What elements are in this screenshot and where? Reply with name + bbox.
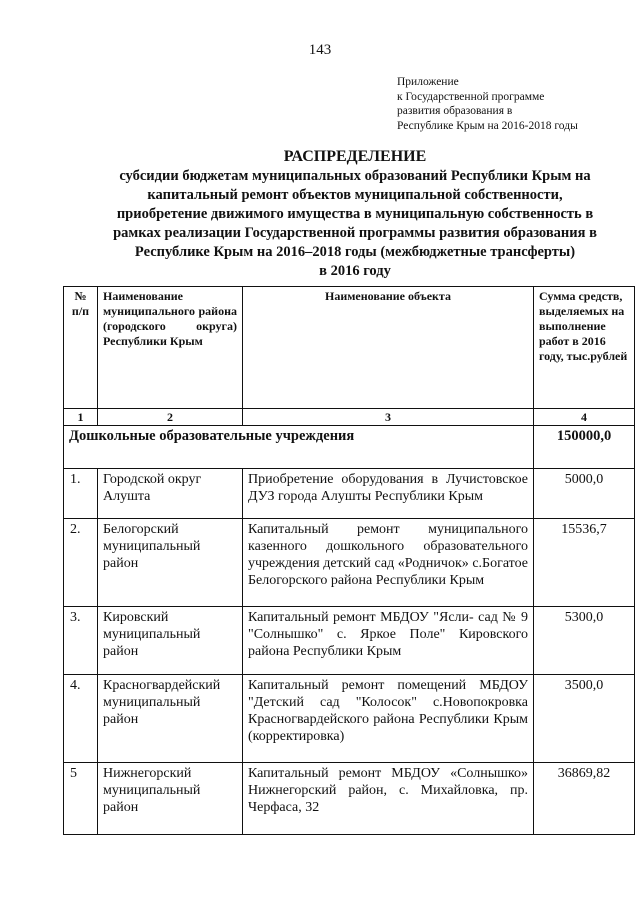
row-object: Капитальный ремонт муниципального казенного дошкольного образовательного учреждения детский сад «Родничок» с.Богатое Белогорского района Республики Крым: [243, 519, 534, 607]
header-object: Наименование объекта: [243, 287, 534, 409]
appendix-line: Приложение: [397, 76, 459, 88]
section-total: 150000,0: [534, 426, 635, 469]
subtitle-line: субсидии бюджетам муниципальных образований Республики Крым на: [119, 168, 591, 184]
subtitle-line: рамках реализации Государственной программы развития образования в: [113, 225, 597, 241]
table-row: [64, 607, 635, 675]
row-object: Капитальный ремонт МБДОУ "Ясли- сад № 9 "Солнышко" с. Яркое Поле" Кировского района Республики Крым: [243, 607, 534, 675]
row-number: 3.: [64, 607, 98, 675]
row-sum: 3500,0: [534, 675, 635, 763]
subtitle-line: приобретение движимого имущества в муниципальную собственность в: [116, 206, 594, 222]
row-number: 4.: [64, 675, 98, 763]
column-numbers-row: [64, 409, 635, 426]
row-number: 5: [64, 763, 98, 835]
row-district: Нижнегорский муниципальный район: [98, 763, 243, 835]
column-number: 2: [98, 409, 243, 426]
column-number: 1: [64, 409, 98, 426]
row-sum: 5000,0: [534, 469, 635, 519]
header-sum: Сумма средств, выделяемых на выполнение работ в 2016 году, тыс.рублей: [534, 287, 635, 409]
row-district: Красногвардейский муниципальный район: [98, 675, 243, 763]
row-sum: 36869,82: [534, 763, 635, 835]
row-number: 1.: [64, 469, 98, 519]
column-number: 3: [243, 409, 534, 426]
appendix-line: Республике Крым на 2016-2018 годы: [397, 119, 578, 132]
table-header-row: [64, 287, 635, 409]
header-num: № п/п: [64, 287, 98, 409]
appendix-line: к Государственной программе: [397, 90, 545, 103]
table-row: [64, 519, 635, 607]
document-heading: РАСПРЕДЕЛЕНИЕ: [283, 148, 427, 165]
table-row: [64, 675, 635, 763]
appendix-note: [397, 75, 578, 133]
row-object: Капитальный ремонт помещений МБДОУ "Детский сад "Колосок" с.Новопокровка Красногвардейского района Республики Крым (корректировка): [243, 675, 534, 763]
appendix-line: развития образования в: [397, 105, 513, 117]
row-sum: 15536,7: [534, 519, 635, 607]
page-number: 143: [308, 42, 332, 58]
section-row: [64, 426, 635, 469]
row-district: Кировский муниципальный район: [98, 607, 243, 675]
distribution-table: [63, 286, 635, 835]
section-label: Дошкольные образовательные учреждения: [64, 426, 534, 469]
subtitle-line: в 2016 году: [319, 263, 391, 279]
row-object: Капитальный ремонт МБДОУ «Солнышко» Нижнегорский район, с. Михайловка, пр. Черфаса, 32: [243, 763, 534, 835]
row-district: Белогорский муниципальный район: [98, 519, 243, 607]
subtitle-line: Республике Крым на 2016–2018 годы (межбюджетные трансферты): [134, 244, 576, 260]
column-number: 4: [534, 409, 635, 426]
row-object: Приобретение оборудования в Лучистовское ДУЗ города Алушты Республики Крым: [243, 469, 534, 519]
row-sum: 5300,0: [534, 607, 635, 675]
subtitle-line: капитальный ремонт объектов муниципальной собственности,: [147, 187, 563, 203]
row-number: 2.: [64, 519, 98, 607]
table-row: [64, 469, 635, 519]
table-row: [64, 763, 635, 835]
document-subtitle: [80, 167, 630, 281]
row-district: Городской округ Алушта: [98, 469, 243, 519]
header-district: Наименование муниципального района (городского округа) Республики Крым: [98, 287, 243, 409]
